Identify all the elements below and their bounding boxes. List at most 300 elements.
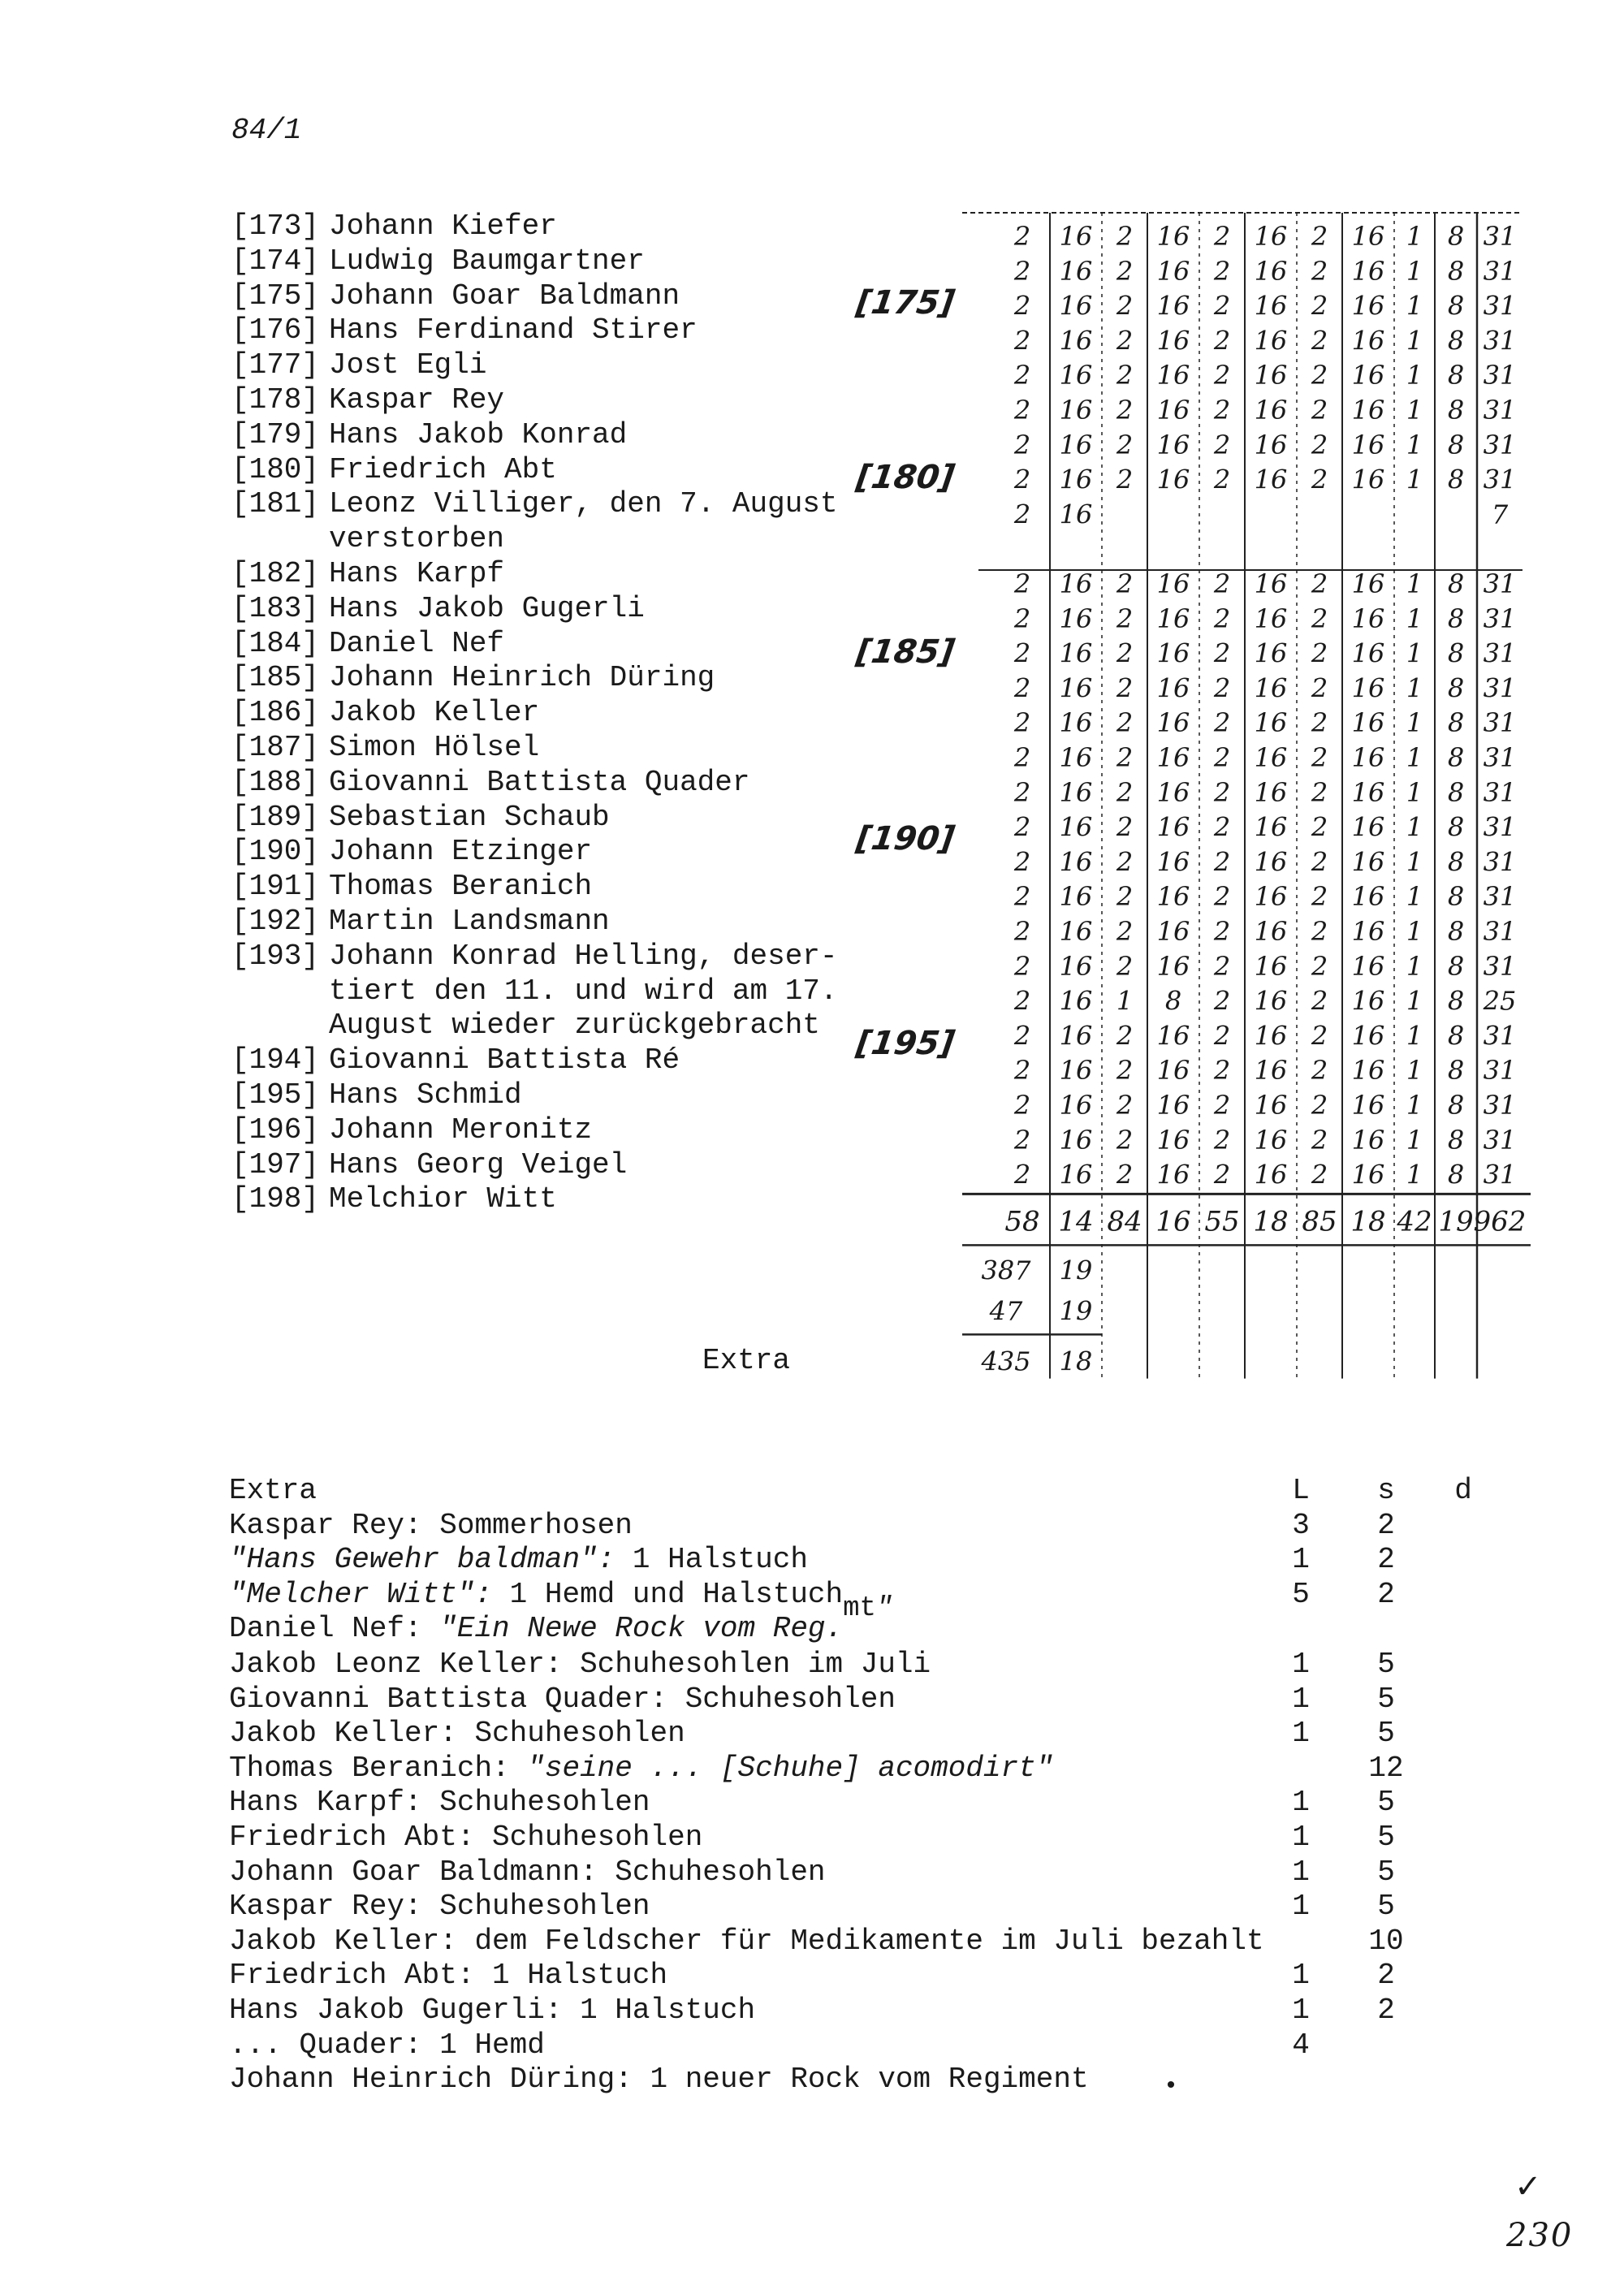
ledger-cell: 16 [1059,1124,1093,1156]
ledger-cell: 2 [1013,811,1031,843]
extra-row [229,1509,1496,1544]
ledger-cell: 16 [1351,672,1385,704]
extra-pounds: 1 [1292,1890,1310,1924]
extra-description: Friedrich Abt: 1 Halstuch [229,1959,668,1993]
ledger-cell: 2 [1311,464,1328,495]
ledger-cell: 1 [1406,360,1423,391]
name-number: [196] [231,1112,320,1147]
extras-header-L: L [1292,1474,1310,1507]
ledger-cell: 1 [1406,950,1423,982]
ledger-cell: 2 [1116,360,1134,391]
extra-shillings: 5 [1377,1647,1395,1681]
ledger-cell: 16 [1059,637,1093,669]
ledger-cell: 8 [1447,742,1465,773]
extra-shillings: 5 [1377,1855,1395,1889]
ledger-cell: 1 [1406,325,1423,356]
ledger-cell: 2 [1116,1159,1134,1190]
ledger-cell: 16 [1156,255,1190,287]
ledger-cell: 1 [1406,1020,1423,1052]
ledger-cell: 2 [1013,360,1031,391]
ledger-cell: 2 [1013,742,1031,773]
name-number [231,522,329,557]
name-row [231,592,849,627]
extra-shillings: 12 [1368,1751,1404,1785]
row-marker: [180] [853,459,957,496]
ledger-cell: 16 [1351,1159,1385,1190]
ledger-cell: 31 [1483,846,1517,878]
ledger-cell: 16 [1351,255,1385,287]
ledger-cell: 2 [1116,568,1134,599]
ledger-cell: 16 [1156,672,1190,704]
ledger-cell: 31 [1483,603,1517,634]
ledger-cell: 31 [1483,221,1517,252]
extra-row [229,1890,1496,1925]
extra-pounds: 3 [1292,1508,1310,1542]
ledger-cell: 16 [1059,707,1093,739]
ledger-cell: 1 [1406,1055,1423,1086]
extra-shillings: 2 [1377,1959,1395,1993]
extra-shillings [1341,2063,1431,2097]
name-text: Kaspar Rey [329,382,505,417]
extra-pounds [1260,1612,1341,1648]
ledger-cell: 16 [1059,360,1093,391]
ledger-cell: 2 [1013,325,1031,356]
ledger-subsum: 19 [1059,1295,1093,1327]
ledger-cell: 8 [1447,360,1465,391]
extra-pounds: 1 [1292,1647,1310,1681]
ledger-cell: 31 [1483,395,1517,426]
ledger-cell: 2 [1116,881,1134,913]
ledger-cell: 16 [1059,1159,1093,1190]
ledger-cell: 1 [1406,568,1423,599]
ledger-cell: 16 [1156,221,1190,252]
ledger-cell: 31 [1483,255,1517,287]
extra-shillings: 5 [1377,1682,1395,1716]
ledger-subsum: 47 [989,1295,1023,1327]
ledger-cell: 2 [1311,916,1328,947]
ledger-cell: 8 [1447,637,1465,669]
ledger-cell: 1 [1406,221,1423,252]
extra-pounds [1260,1925,1341,1959]
ledger-cell: 8 [1447,811,1465,843]
ledger-cell: 2 [1311,255,1328,287]
name-row [231,1148,849,1183]
ledger-cell: 2 [1213,846,1231,878]
ledger-cell: 2 [1116,429,1134,460]
extra-pounds: 1 [1292,1717,1310,1751]
ledger-cell: 16 [1351,568,1385,599]
extra-pence [1431,1890,1496,1925]
ledger-cell: 2 [1013,707,1031,739]
ledger-cell: 31 [1483,776,1517,808]
ledger-cell: 16 [1156,881,1190,913]
name-row [231,835,849,870]
ledger-cell: 8 [1447,707,1465,739]
ledger-cell: 16 [1059,603,1093,634]
extra-shillings [1341,1612,1431,1648]
ledger-cell: 31 [1483,290,1517,322]
extra-pence [1431,2028,1496,2063]
ledger-cell: 16 [1156,1124,1190,1156]
ledger-cell: 16 [1156,360,1190,391]
ledger-cell: 2 [1213,1020,1231,1052]
extra-row [229,1648,1496,1683]
ledger-cell: 1 [1406,464,1423,495]
ledger-cell: 16 [1351,1055,1385,1086]
ledger-cell: 8 [1447,464,1465,495]
extra-description: Kaspar Rey: Sommerhosen [229,1508,633,1542]
ledger-cell: 2 [1013,1090,1031,1121]
extra-shillings: 2 [1377,1508,1395,1542]
ledger-cell: 2 [1213,395,1231,426]
ledger-cell: 16 [1156,1090,1190,1121]
ledger-cell: 16 [1351,1124,1385,1156]
extra-description: "Melcher Witt": 1 Hemd und Halstuch [229,1577,844,1611]
ledger-cell: 2 [1311,776,1328,808]
name-row [231,557,849,592]
ledger-cell: 2 [1213,1055,1231,1086]
ledger-cell: 16 [1059,1020,1093,1052]
ledger-cell: 2 [1116,603,1134,634]
extra-pence [1431,1786,1496,1821]
ledger-cell: 1 [1406,1159,1423,1190]
ledger-cell: 2 [1013,603,1031,634]
ledger-cell: 2 [1116,637,1134,669]
ledger-total: 42 [1397,1205,1432,1238]
extra-description: Giovanni Battista Quader: Schuhesohlen [229,1682,896,1716]
name-row [231,1043,849,1078]
ledger-cell: 16 [1351,360,1385,391]
ledger-cell: 16 [1351,603,1385,634]
ledger-cell: 16 [1351,707,1385,739]
extra-shillings: 5 [1377,1820,1395,1854]
extra-shillings [1341,2028,1431,2063]
name-number: [178] [231,382,320,417]
name-number: [175] [231,279,320,313]
ledger-cell: 2 [1213,916,1231,947]
ledger-cell: 2 [1213,1159,1231,1190]
name-text: Hans Jakob Konrad [329,417,628,451]
ledger-cell: 16 [1059,985,1093,1017]
ledger-cell: 2 [1213,776,1231,808]
ledger-cell: 2 [1013,985,1031,1017]
ledger-cell: 2 [1116,811,1134,843]
name-text: Daniel Nef [329,626,505,660]
ledger-cell: 2 [1116,221,1134,252]
ledger-cell: 2 [1213,985,1231,1017]
extras-header-d: d [1454,1474,1472,1507]
ledger-cell: 1 [1406,985,1423,1017]
name-text: verstorben [329,522,505,556]
ledger-cell: 31 [1483,881,1517,913]
name-text: Sebastian Schaub [329,800,610,834]
ledger-cell: 16 [1156,1159,1190,1190]
extra-title: Extra [702,1344,791,1377]
name-text: tiert den 11. und wird am 17. [329,974,838,1008]
ledger-cell: 2 [1311,811,1328,843]
name-row [231,661,849,696]
name-text: Hans Schmid [329,1078,522,1112]
extra-description: ... Quader: 1 Hemd [229,2028,545,2062]
extra-row [229,2028,1496,2063]
ledger-cell: 16 [1059,916,1093,947]
extras-header-s: s [1377,1474,1395,1507]
ledger-cell: 16 [1059,221,1093,252]
name-text: Johann Meronitz [329,1112,593,1147]
name-text: Hans Ferdinand Stirer [329,313,698,348]
name-number: [177] [231,348,320,382]
ledger-cell: 31 [1483,1020,1517,1052]
ledger-cell: 2 [1013,499,1031,530]
ledger-cell: 8 [1164,985,1182,1017]
ledger-cell: 2 [1116,950,1134,982]
ledger-cell: 2 [1213,672,1231,704]
ledger-cell: 2 [1311,360,1328,391]
ledger-cell: 16 [1351,290,1385,322]
ledger-cell: 8 [1447,1159,1465,1190]
extra-pounds: 1 [1292,1786,1310,1820]
ledger-cell: 16 [1156,290,1190,322]
ledger-cell: 2 [1311,1124,1328,1156]
ledger-cell: 2 [1116,1090,1134,1121]
name-number: [176] [231,313,320,348]
ledger-cell: 2 [1116,395,1134,426]
ledger-cell: 8 [1447,221,1465,252]
ledger-cell: 8 [1447,1090,1465,1121]
name-text: Johann Heinrich Düring [329,661,715,695]
ledger-cell: 8 [1447,1020,1465,1052]
ledger-cell: 8 [1447,846,1465,878]
ledger-cell: 16 [1156,742,1190,773]
extra-shillings: 10 [1368,1924,1404,1958]
ledger-cell: 8 [1447,255,1465,287]
ledger-cell: 16 [1254,221,1288,252]
ledger-cell: 8 [1447,325,1465,356]
ledger-subsum: 435 [981,1346,1031,1377]
ledger-cell: 2 [1116,916,1134,947]
ledger-cell: 1 [1406,429,1423,460]
ledger-cell: 16 [1059,255,1093,287]
page-number: 84/1 [231,114,302,147]
ledger-cell: 16 [1254,1055,1288,1086]
extra-shillings: 2 [1377,1993,1395,2027]
ledger-cell: 2 [1311,568,1328,599]
name-text: Johann Etzinger [329,835,593,869]
ledger-cell: 2 [1013,464,1031,495]
ledger-cell: 2 [1213,881,1231,913]
superscript: mt [843,1593,876,1625]
ledger-total: 14 [1058,1205,1094,1238]
ledger-cell: 16 [1059,881,1093,913]
name-number: [197] [231,1147,320,1182]
ledger-cell: 8 [1447,916,1465,947]
name-number: [195] [231,1078,320,1112]
extra-pence [1431,1821,1496,1855]
extra-description: Kaspar Rey: Schuhesohlen [229,1890,650,1924]
name-number: [193] [231,939,320,973]
name-number: [188] [231,765,320,799]
ledger-cell: 2 [1311,603,1328,634]
ledger-cell: 16 [1059,950,1093,982]
ledger-cell: 31 [1483,707,1517,739]
name-number: [179] [231,417,320,451]
ledger-cell: 16 [1156,325,1190,356]
ledger-cell: 8 [1447,1124,1465,1156]
ledger-cell: 2 [1013,1124,1031,1156]
ledger-cell: 8 [1447,776,1465,808]
ledger-cell: 8 [1447,985,1465,1017]
row-marker: [185] [853,633,957,671]
ledger-cell: 31 [1483,672,1517,704]
ledger-cell: 2 [1311,221,1328,252]
ledger-cell: 16 [1254,429,1288,460]
ledger-cell: 2 [1311,1159,1328,1190]
ledger-cell: 31 [1483,1159,1517,1190]
extra-row [229,1959,1496,1994]
extra-shillings: 5 [1377,1786,1395,1820]
name-row [231,940,849,974]
extra-pence [1431,1648,1496,1683]
ledger-cell: 2 [1116,464,1134,495]
name-row [231,801,849,836]
ledger-cell: 16 [1351,881,1385,913]
ledger-cell: 1 [1406,1124,1423,1156]
ledger-cell: 1 [1116,985,1134,1017]
ledger-cell: 16 [1059,776,1093,808]
ledger-cell: 16 [1351,637,1385,669]
ledger-total: 55 [1204,1205,1240,1238]
ledger-cell: 16 [1351,325,1385,356]
name-text: Hans Georg Veigel [329,1147,628,1182]
name-text: Giovanni Battista Ré [329,1043,680,1078]
name-row [231,627,849,662]
name-text: Ludwig Baumgartner [329,244,645,278]
ledger-cell: 16 [1156,707,1190,739]
ledger-cell: 1 [1406,1090,1423,1121]
extra-pounds [1260,1752,1341,1786]
extra-row [229,2063,1496,2097]
ledger-cell: 2 [1013,395,1031,426]
ledger-cell: 2 [1213,950,1231,982]
ledger-cell: 2 [1311,290,1328,322]
ledger-subsum: 387 [981,1255,1031,1286]
ledger-cell: 8 [1447,395,1465,426]
extra-row [229,1994,1496,2028]
name-row [231,383,849,418]
ledger-cell: 16 [1351,221,1385,252]
ledger-cell: 2 [1116,290,1134,322]
ledger-cell: 16 [1351,776,1385,808]
extra-shillings: 2 [1377,1543,1395,1577]
extra-pounds: 4 [1292,2028,1310,2062]
ledger-cell: 16 [1351,1090,1385,1121]
ledger-cell: 2 [1013,881,1031,913]
name-number: [185] [231,661,320,695]
name-number: [174] [231,244,320,278]
ledger-cell: 2 [1116,742,1134,773]
extra-description: Jakob Keller: Schuhesohlen [229,1717,685,1751]
ledger-cell: 16 [1254,1159,1288,1190]
extra-pence [1431,1717,1496,1752]
ledger-subsum: 19 [1059,1255,1093,1286]
ledger-cell: 1 [1406,881,1423,913]
ledger-cell: 16 [1351,1020,1385,1052]
ledger-cell: 2 [1116,1124,1134,1156]
extra-pounds: 1 [1292,1993,1310,2027]
ledger-cell: 8 [1447,290,1465,322]
ledger-cell: 16 [1254,707,1288,739]
name-row [231,766,849,801]
extra-pence [1431,1994,1496,2028]
name-text: Thomas Beranich [329,870,593,904]
ledger-cell: 16 [1351,916,1385,947]
ledger-cell: 1 [1406,290,1423,322]
name-text: Johann Goar Baldmann [329,279,680,313]
extra-pence [1431,1612,1496,1648]
check-mark: ✓ [1514,2168,1542,2205]
ledger-cell: 16 [1254,776,1288,808]
name-text: Melchior Witt [329,1182,557,1216]
ledger-cell: 1 [1406,255,1423,287]
names-list [231,210,849,1217]
name-row [231,313,849,348]
ledger-total: 18 [1350,1205,1386,1238]
extras-header [229,1474,1496,1509]
extra-pounds [1260,2063,1341,2097]
ledger-cell: 2 [1311,395,1328,426]
ledger-cell: 31 [1483,1090,1517,1121]
ledger-cell: 2 [1213,429,1231,460]
ledger-cell: 2 [1311,950,1328,982]
name-row [231,1078,849,1113]
ledger-cell: 2 [1213,811,1231,843]
ledger-cell: 16 [1351,950,1385,982]
ledger-cell: 16 [1156,776,1190,808]
ledger-cell: 16 [1351,846,1385,878]
ledger-cell: 16 [1059,1055,1093,1086]
name-row [231,1113,849,1148]
ledger-cell: 8 [1447,672,1465,704]
ledger-cell: 16 [1059,672,1093,704]
ledger-cell: 8 [1447,568,1465,599]
ledger-cell: 16 [1254,360,1288,391]
row-marker: [190] [853,820,957,858]
extra-description: Friedrich Abt: Schuhesohlen [229,1820,703,1854]
name-text: Leonz Villiger, den 7. August [329,487,838,521]
ledger-cell: 1 [1406,742,1423,773]
name-row [231,453,849,488]
name-number: [184] [231,626,320,660]
ledger-cell: 31 [1483,811,1517,843]
name-number: [192] [231,904,320,938]
ledger-cell: 16 [1156,1020,1190,1052]
name-number: [181] [231,487,320,521]
ledger-cell: 2 [1311,429,1328,460]
name-row [231,974,849,1009]
ledger-cell: 1 [1406,603,1423,634]
ledger-cell: 16 [1156,916,1190,947]
ledger-cell: 1 [1406,395,1423,426]
ledger-cell: 31 [1483,1055,1517,1086]
extra-row [229,1786,1496,1821]
extra-description: "Hans Gewehr baldman": 1 Halstuch [229,1543,808,1577]
ledger-cell: 31 [1483,568,1517,599]
extra-row [229,1855,1496,1890]
ledger-cell: 16 [1351,811,1385,843]
ledger-cell: 16 [1059,568,1093,599]
ledger-cell: 2 [1013,776,1031,808]
ledger-cell: 8 [1447,603,1465,634]
